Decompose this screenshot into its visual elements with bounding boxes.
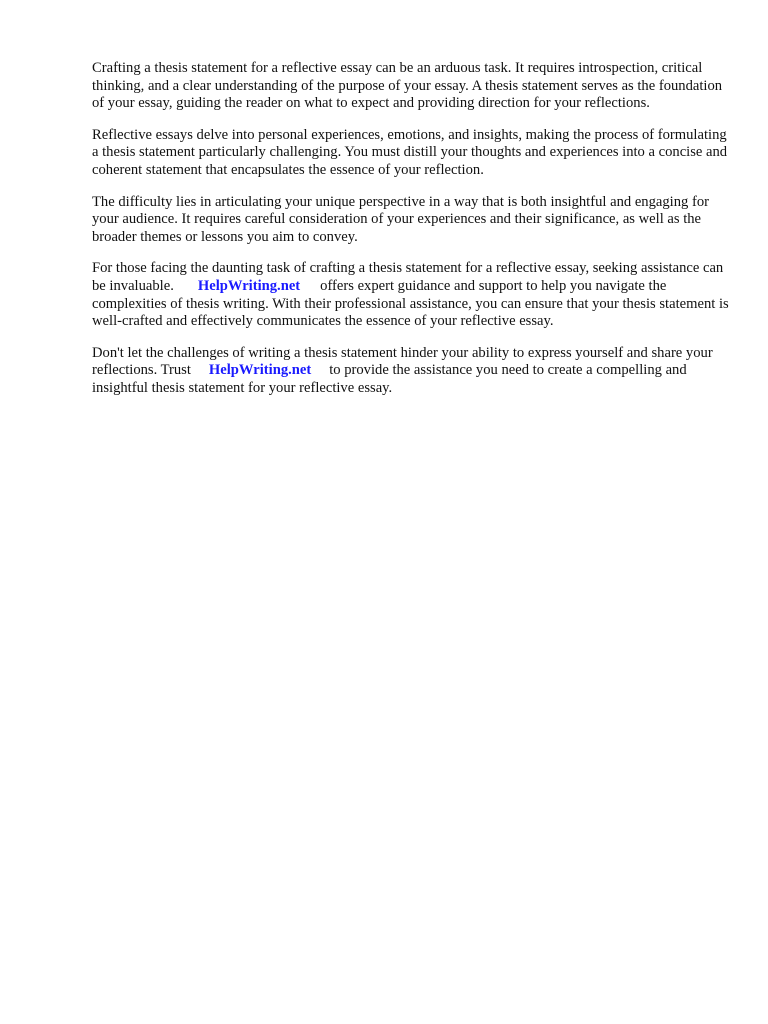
paragraph-closing-text-before: Don't let the challenges of writing a thesis statement hinder your ability to express yourself and share your reflections. Trust [92, 344, 713, 379]
document-body [92, 60, 732, 412]
paragraph-closing [92, 345, 732, 398]
paragraph-assistance-text-after: offers expert guidance and support to help you navigate the complexities of thesis writing. With their professional assistance, you can ensure that your thesis statement is well-crafted and effectively communicates the essence of your reflective essay. [92, 277, 729, 330]
paragraph-assistance [92, 260, 732, 330]
paragraph-intro: Crafting a thesis statement for a reflective essay can be an arduous task. It requires introspection, critical thinking, and a clear understanding of the purpose of your essay. A thesis statement serves as the foundation of your essay, guiding the reader on what to expect and providing direction for your reflections. [92, 60, 723, 112]
paragraph-assistance-text-before: For those facing the daunting task of crafting a thesis statement for a reflective essay, seeking assistance can be invaluable. [92, 260, 724, 294]
helpwriting-link[interactable]: HelpWriting.net [197, 277, 301, 294]
paragraph-difficulty: The difficulty lies in articulating your unique perspective in a way that is both insightful and engaging for your audience. It requires careful consideration of your experiences and their significance, as well as the broader themes or lessons you aim to convey. [92, 193, 709, 245]
helpwriting-link-closing[interactable]: HelpWriting.net [208, 362, 312, 379]
paragraph-closing-text-after: to provide the assistance you need to create a compelling and insightful thesis statement for your reflective essay. [92, 362, 687, 396]
paragraph-reflective-essays: Reflective essays delve into personal experiences, emotions, and insights, making the process of formulating a thesis statement particularly challenging. You must distill your thoughts and experiences into a concise and coherent statement that encapsulates the essence of your reflection. [92, 126, 728, 178]
